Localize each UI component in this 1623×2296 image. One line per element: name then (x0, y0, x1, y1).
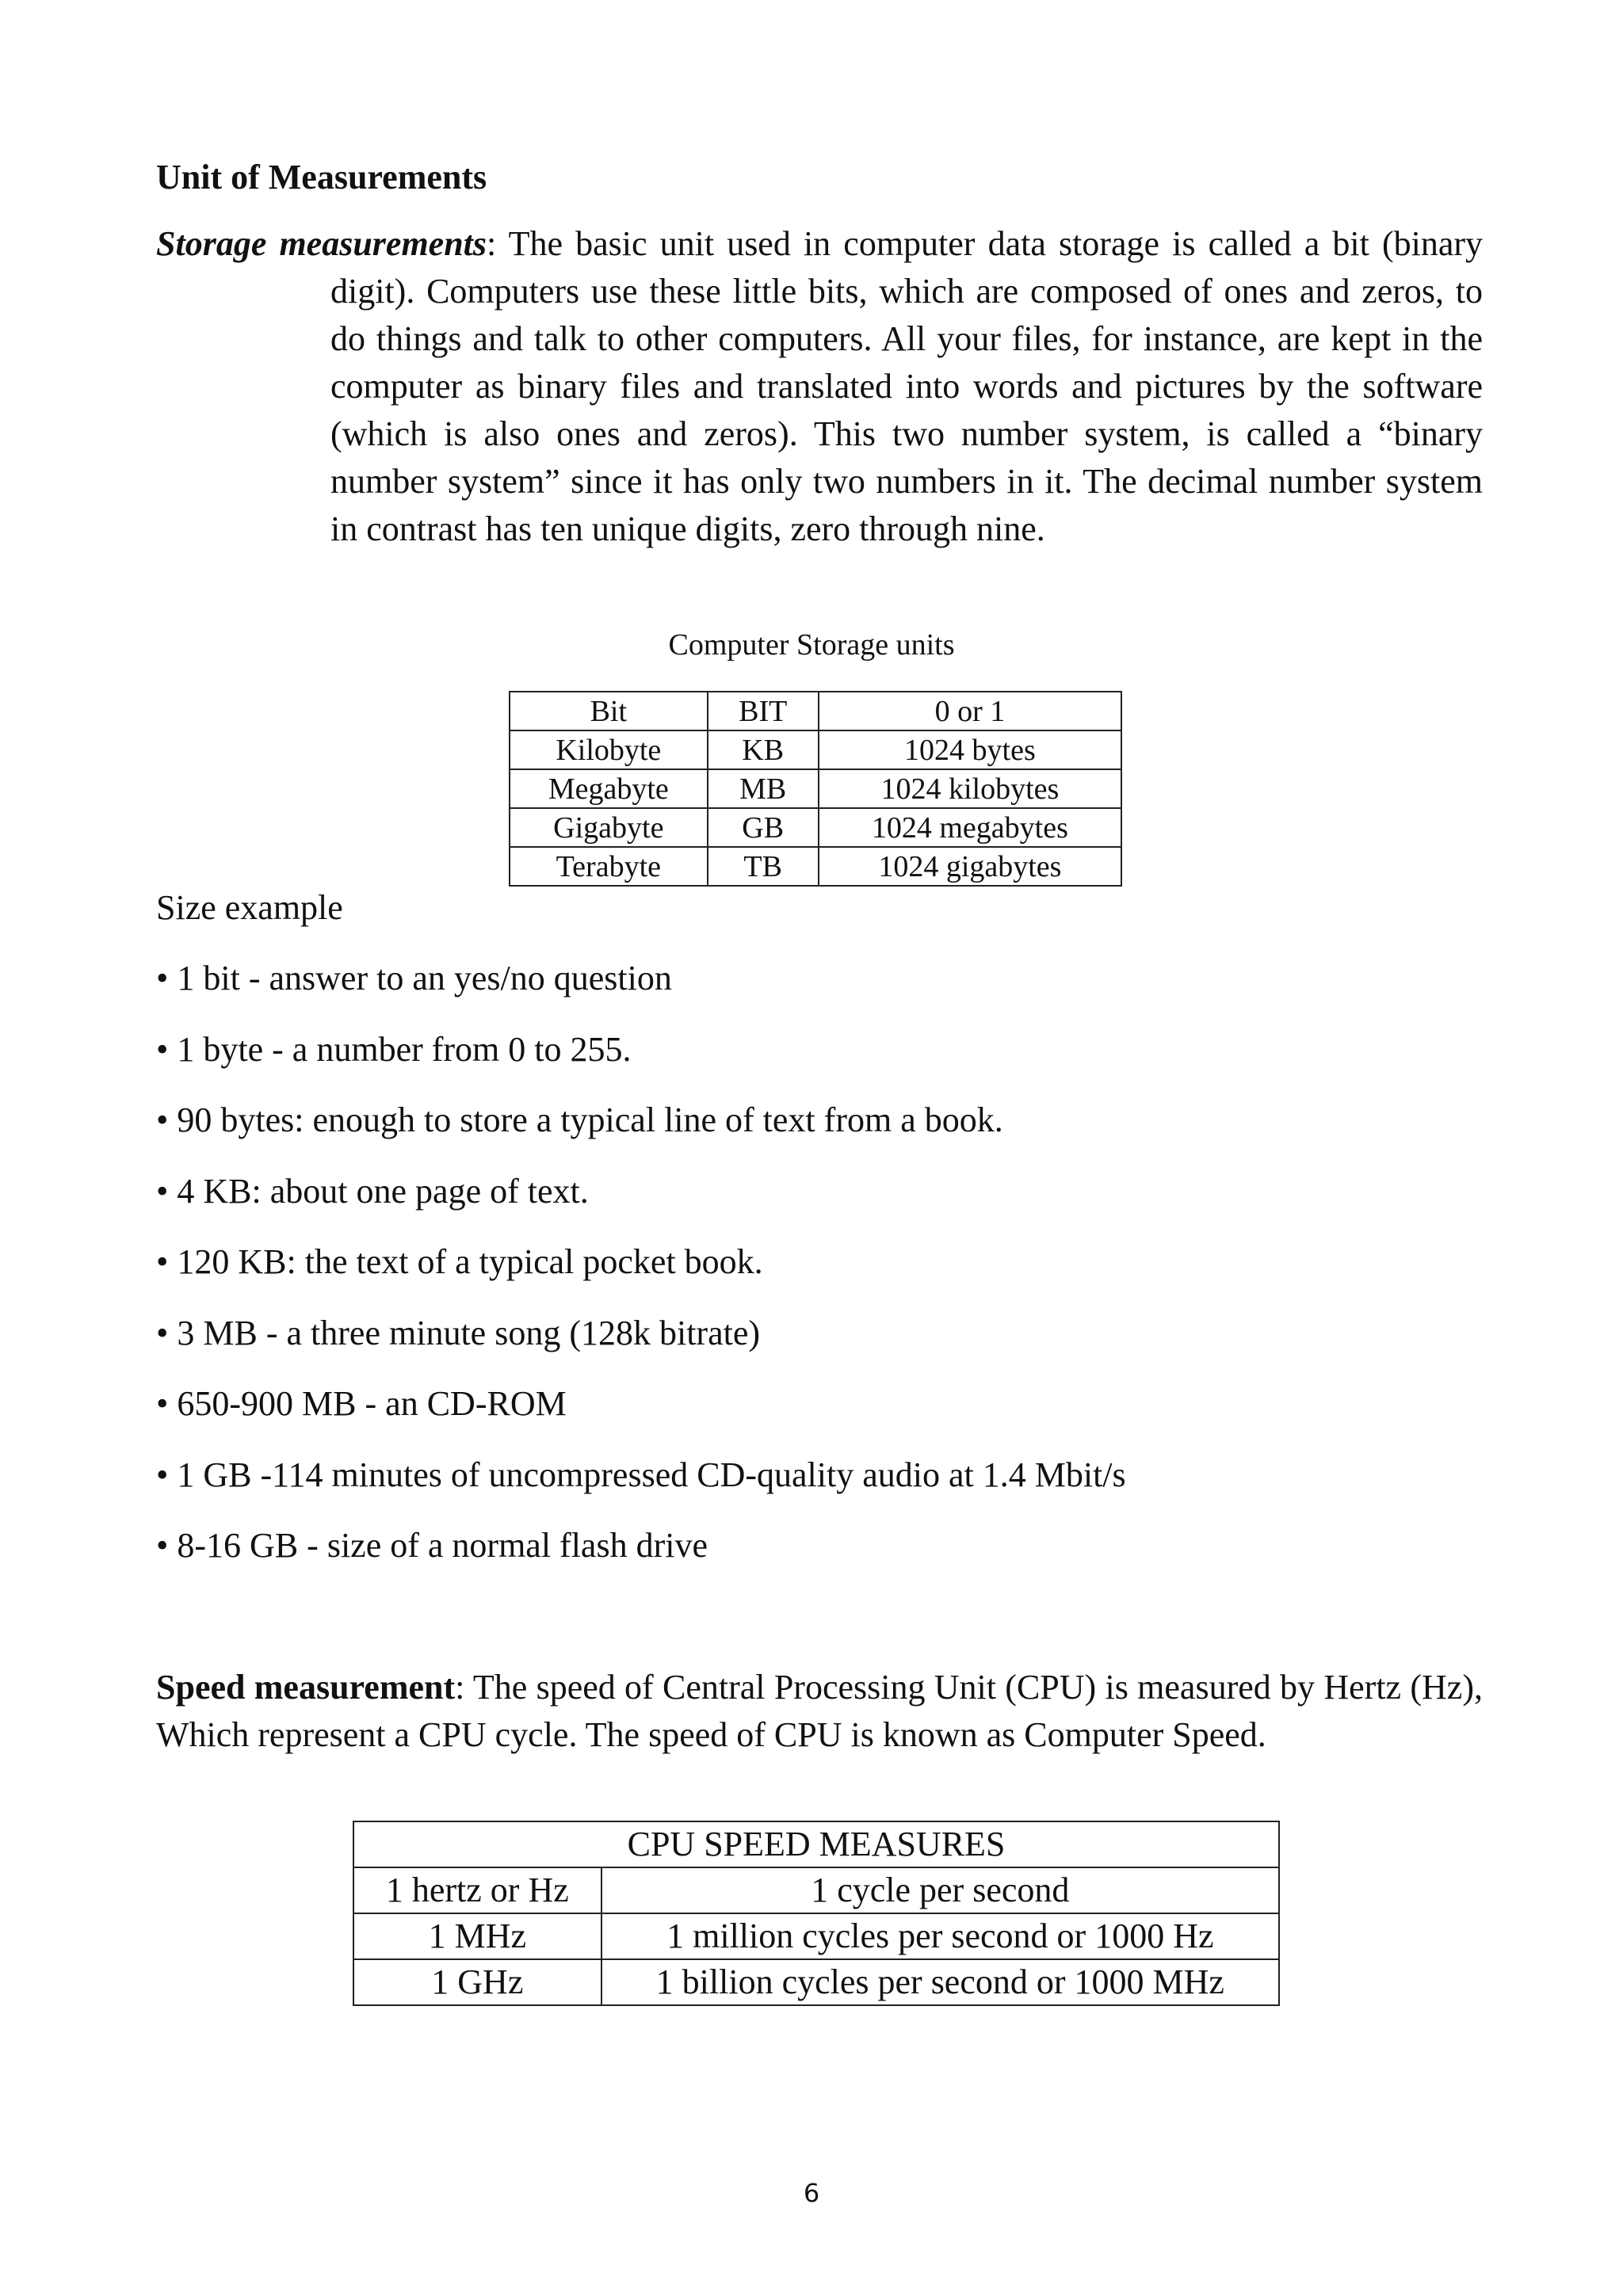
table-cell: 1 MHz (353, 1913, 601, 1959)
table-cell: 1024 kilobytes (819, 769, 1121, 808)
table-cell: Gigabyte (510, 808, 708, 847)
table-cell: TB (708, 847, 819, 886)
page-heading: Unit of Measurements (156, 158, 487, 196)
table-cell: 1 GHz (353, 1959, 601, 2005)
list-item: • 1 byte - a number from 0 to 255. (156, 1029, 632, 1069)
list-item: • 8-16 GB - size of a normal flash drive (156, 1526, 708, 1565)
storage-units-table (509, 691, 1122, 887)
size-example-list (156, 956, 1503, 1595)
table-cell: BIT (708, 692, 819, 730)
cpu-table-title: CPU SPEED MEASURES (353, 1821, 1279, 1867)
list-item: • 90 bytes: enough to store a typical line of text from a book. (156, 1100, 1003, 1139)
storage-paragraph (156, 220, 1483, 553)
cpu-speed-table (353, 1821, 1280, 2006)
list-item: • 3 MB - a three minute song (128k bitrate) (156, 1313, 761, 1352)
speed-paragraph (156, 1664, 1483, 1759)
list-item: • 1 bit - answer to an yes/no question (156, 959, 672, 997)
table-row (510, 769, 1121, 808)
storage-term: Storage measurements (156, 224, 487, 263)
table-cell: 1 hertz or Hz (353, 1867, 601, 1913)
table-cell: 0 or 1 (819, 692, 1121, 730)
table-cell: 1024 megabytes (819, 808, 1121, 847)
page-number: 6 (803, 2178, 820, 2208)
table-cell: Megabyte (510, 769, 708, 808)
table-cell: 1 cycle per second (601, 1867, 1279, 1913)
table-row (510, 692, 1121, 730)
table-cell: GB (708, 808, 819, 847)
table-row (510, 808, 1121, 847)
table-cell: MB (708, 769, 819, 808)
list-item: • 120 KB: the text of a typical pocket book. (156, 1242, 763, 1281)
list-item: • 4 KB: about one page of text. (156, 1171, 589, 1211)
speed-text: : The speed of Central Processing Unit (CPU) is measured by Hertz (Hz), Which represent a CPU cycle. The speed of CPU is known as Computer Speed. (156, 1668, 1483, 1754)
table-cell: Terabyte (510, 847, 708, 886)
table-row (510, 847, 1121, 886)
table-cell: Bit (510, 692, 708, 730)
storage-table-caption: Computer Storage units (668, 628, 955, 662)
table-cell: 1024 bytes (819, 730, 1121, 769)
table-row (510, 730, 1121, 769)
table-row (353, 1913, 1279, 1959)
table-cell: Kilobyte (510, 730, 708, 769)
storage-text: : The basic unit used in computer data storage is called a bit (binary digit). Computers use these little bits, which are composed of ones and zeros, to do things and talk to other computers. All your files, for instance, are kept in the computer as binary files and translated into words and pictures by the software (which is also ones and zeros). This two number system, is called a “binary number system” since it has only two numbers in it. The decimal number system in contrast has ten unique digits, zero through nine. (330, 224, 1484, 548)
table-row (353, 1867, 1279, 1913)
table-cell: 1 million cycles per second or 1000 Hz (601, 1913, 1279, 1959)
table-header-row (353, 1821, 1279, 1867)
list-item: • 650-900 MB - an CD-ROM (156, 1384, 567, 1423)
speed-term: Speed measurement (156, 1668, 456, 1707)
table-cell: 1024 gigabytes (819, 847, 1121, 886)
list-item: • 1 GB -114 minutes of uncompressed CD-quality audio at 1.4 Mbit/s (156, 1455, 1126, 1494)
table-cell: 1 billion cycles per second or 1000 MHz (601, 1959, 1279, 2005)
table-cell: KB (708, 730, 819, 769)
table-row (353, 1959, 1279, 2005)
size-example-title: Size example (156, 888, 343, 927)
